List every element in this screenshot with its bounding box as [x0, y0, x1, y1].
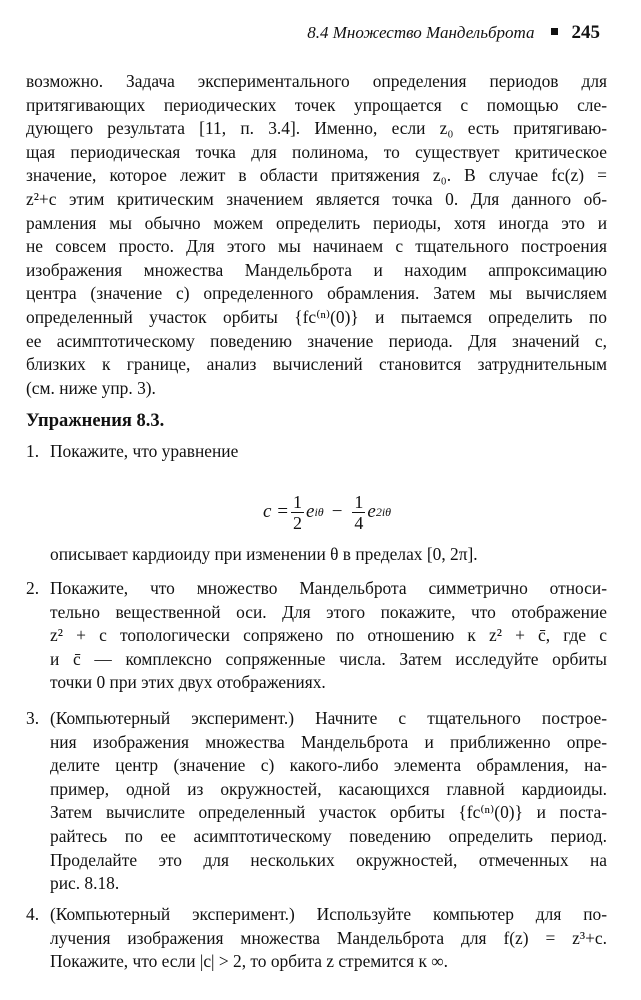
- text-line: (Компьютерный эксперимент.) Используйте компьютер для по-: [50, 904, 607, 924]
- fraction-one-quarter: $\frac{1}{4}$: [354, 491, 364, 533]
- text-line: рис. 8.18.: [50, 873, 120, 894]
- text-line: райтесь по ее асимптотическому поведению определить период.: [50, 825, 607, 846]
- text-line: тельно вещественной оси. Для этого покажите, что отображение: [50, 601, 607, 622]
- text-line: лучения изображения множества Мандельброта для f(z) = z³+c.: [50, 927, 607, 948]
- text-line: ее асимптотическому поведению значение периода. Для значений c,: [26, 330, 607, 351]
- text-line: Затем вычислите определенный участок орбиты {fc⁽ⁿ⁾(0)} и поста-: [50, 802, 607, 823]
- exercise-number: 3.: [26, 708, 40, 728]
- cardioid-formula: [263, 484, 391, 540]
- text-line: близких к границе, анализ вычислений становится затруднительным: [26, 354, 607, 375]
- text-line: пример, одной из окружностей, касающихся главной кардиоиды.: [50, 778, 607, 799]
- exercise-3: [26, 707, 607, 896]
- text-line: щая периодическая точка для полинома, то существует критическое: [26, 141, 607, 162]
- exp-power: iθ: [314, 504, 324, 519]
- text-line: (Компьютерный эксперимент.) Начните с тщательного построе-: [50, 708, 607, 728]
- text-line: изображения множества Мандельброта и находим аппроксимацию: [26, 259, 607, 280]
- exercise-1: [26, 440, 607, 464]
- text-line: значение, которое лежит в области притяжения z₀. В случае fc(z) =: [26, 165, 607, 186]
- text-line: z²+c этим критическим значением является точка 0. Для данного об-: [26, 188, 607, 209]
- text-line: дующего результата [11, п. 3.4]. Именно, если z₀ есть притягиваю-: [26, 118, 607, 139]
- exercise-1-continuation: [26, 543, 607, 567]
- exp-base: e: [306, 501, 315, 522]
- page-number: 245: [571, 22, 600, 43]
- minus-sign: −: [331, 501, 343, 522]
- text-line: точки 0 при этих двух отображениях.: [50, 672, 326, 693]
- exercise-number: 1.: [26, 441, 40, 461]
- exercise-number: 2.: [26, 578, 40, 598]
- fraction-one-half: $\frac{1}{2}$: [293, 491, 303, 533]
- text-line: и c̄ — комплексно сопряженные числа. Затем исследуйте орбиты: [50, 648, 607, 669]
- text-line: определенный участок орбиты {fc⁽ⁿ⁾(0)} и пытаемся определить по: [26, 306, 607, 327]
- text-line: притягивающих периодических точек упрощается с помощью сле-: [26, 94, 607, 115]
- text-line: z² + c топологически сопряжено по отношению к z² + c̄, где c: [50, 625, 607, 646]
- exercise-4: [26, 903, 607, 974]
- text-line: Покажите, что уравнение: [50, 441, 239, 461]
- section-heading: Упражнения 8.3.: [26, 411, 165, 431]
- formula-lhs: c =: [263, 501, 290, 522]
- text-line: рамления мы обычно можем определить периоды, хотя иногда это и: [26, 212, 607, 233]
- text-line: не совсем просто. Для этого мы начинаем с тщательного построения: [26, 236, 607, 257]
- text-line: ния изображения множества Мандельброта и приближенно опре-: [50, 731, 607, 752]
- exp-base: e: [367, 501, 376, 522]
- exp-power: 2iθ: [375, 504, 392, 519]
- intro-paragraph: [26, 70, 607, 400]
- text-line: Проделайте это для нескольких окружностей, отмеченных на: [50, 849, 607, 870]
- text-line: Покажите, что множество Мандельброта симметрично относи-: [50, 578, 607, 598]
- exercise-number: 4.: [26, 904, 40, 924]
- text-line: центра (значение c) определенного обрамления. Затем мы вычисляем: [26, 283, 607, 304]
- exercise-2: [26, 577, 607, 695]
- running-header: [0, 22, 600, 46]
- text-line: возможно. Задача экспериментального определения периодов для: [26, 71, 607, 91]
- text-line: делите центр (значение c) какого-либо элемента обрамления, на-: [50, 755, 607, 776]
- text-line: описывает кардиоиду при изменении θ в пределах [0, 2π].: [50, 544, 478, 564]
- square-bullet-icon: [551, 28, 558, 35]
- running-title: 8.4 Множество Мандельброта: [307, 23, 535, 42]
- text-line: (см. ниже упр. 3).: [26, 377, 156, 398]
- text-line: Покажите, что если |c| > 2, то орбита z стремится к ∞.: [50, 951, 449, 972]
